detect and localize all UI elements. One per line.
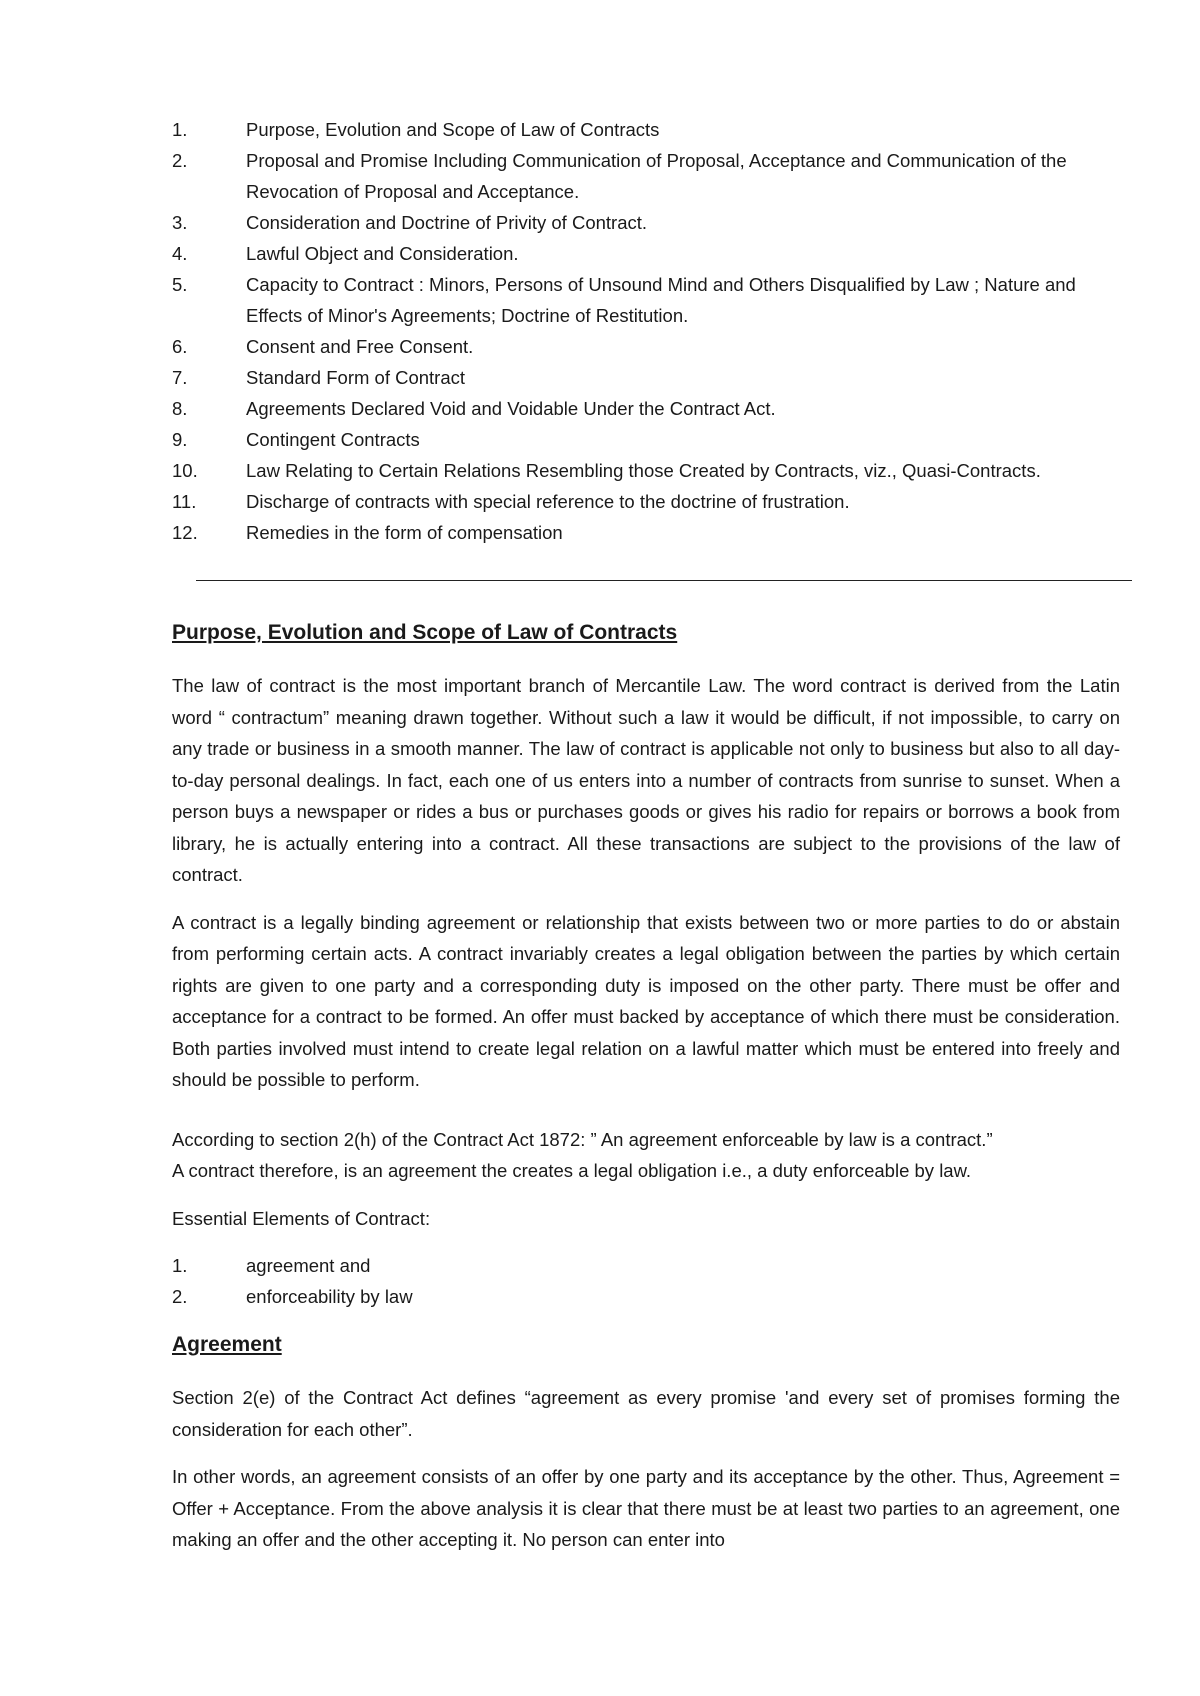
toc-item-text: Lawful Object and Consideration.	[246, 243, 519, 264]
toc-item-text: Proposal and Promise Including Communication of Proposal, Acceptance and Communication of the Revocation of Proposal and Acceptance.	[246, 150, 1067, 202]
toc-item	[172, 114, 1132, 145]
paragraph-section-2e: Section 2(e) of the Contract Act defines “agreement as every promise 'and every set of promises forming the consideration for each other”.	[172, 1387, 1120, 1440]
toc-item	[172, 238, 1132, 269]
section-2h-explanation: A contract therefore, is an agreement the creates a legal obligation i.e., a duty enforceable by law.	[172, 1160, 972, 1181]
toc-item-number: 12.	[172, 522, 198, 543]
toc-item-number: 8.	[172, 398, 188, 419]
toc-item-number: 2.	[172, 150, 188, 171]
toc-item	[172, 145, 1132, 207]
toc-item-text: Remedies in the form of compensation	[246, 522, 563, 543]
essential-elements-list	[172, 1250, 1120, 1312]
paragraph-contract-definition: A contract is a legally binding agreement or relationship that exists between two or more parties to do or abstain from performing certain acts. A contract invariably creates a legal obligation between the parties by which certain rights are given to one party and a corresponding duty is imposed on the other party. There must be offer and acceptance for a contract to be formed. An offer must backed by acceptance of which there must be consideration. Both parties involved must intend to create legal relation on a lawful matter which must be entered into freely and should be possible to perform.	[172, 911, 1120, 1090]
toc-item-text: Consideration and Doctrine of Privity of Contract.	[246, 212, 648, 233]
toc-item	[172, 455, 1132, 486]
toc-item-number: 10.	[172, 460, 198, 481]
toc-item	[172, 362, 1132, 393]
toc-item-number: 3.	[172, 212, 188, 233]
toc-item-number: 5.	[172, 274, 188, 295]
toc-item-text: Consent and Free Consent.	[246, 336, 474, 357]
paragraph-section-2h	[172, 1124, 1120, 1187]
toc-item	[172, 207, 1132, 238]
toc-item-number: 7.	[172, 367, 188, 388]
toc-item-number: 9.	[172, 429, 188, 450]
document-body	[172, 618, 1120, 1572]
essential-elements-label: Essential Elements of Contract:	[172, 1207, 431, 1229]
paragraph-offer-acceptance: In other words, an agreement consists of an offer by one party and its acceptance by the other. Thus, Agreement = Offer + Acceptance. From the above analysis it is clear that there must be at least two parties to an agreement, one making an offer and the other accepting it. No person can enter into	[172, 1466, 1120, 1550]
toc-item-text: Contingent Contracts	[246, 429, 420, 450]
toc-item	[172, 517, 1132, 548]
section-2h-quote: According to section 2(h) of the Contract Act 1872: ” An agreement enforceable by law is a contract.”	[172, 1128, 993, 1150]
list-item	[172, 1250, 1120, 1281]
list-item-number: 2.	[172, 1286, 188, 1307]
toc-item-text: Agreements Declared Void and Voidable Under the Contract Act.	[246, 398, 776, 419]
toc-item	[172, 424, 1132, 455]
toc-item	[172, 269, 1132, 331]
section-heading-purpose: Purpose, Evolution and Scope of Law of Contracts	[172, 621, 678, 644]
toc-item-number: 6.	[172, 336, 188, 357]
toc-item-text: Purpose, Evolution and Scope of Law of Contracts	[246, 119, 660, 140]
list-item-text: agreement and	[246, 1255, 371, 1276]
toc-item	[172, 331, 1132, 362]
spacer	[172, 1112, 1120, 1124]
toc-item	[172, 393, 1132, 424]
toc-item-text: Capacity to Contract : Minors, Persons of Unsound Mind and Others Disqualified by Law ; Nature and Effects of Minor's Agreements; Doctrine of Restitution.	[246, 274, 1076, 326]
toc-item	[172, 486, 1132, 517]
toc-item-number: 11.	[172, 491, 197, 512]
paragraph-law-of-contract: The law of contract is the most important branch of Mercantile Law. The word contract is derived from the Latin word “ contractum” meaning drawn together. Without such a law it would be difficult, if not impossible, to carry on any trade or business in a smooth manner. The law of contract is applicable not only to business but also to all day-to-day personal dealings. In fact, each one of us enters into a number of contracts from sunrise to sunset. When a person buys a newspaper or rides a bus or purchases goods or gives his radio for repairs or borrows a book from library, he is actually entering into a contract. All these transactions are subject to the provisions of the law of contract.	[172, 675, 1120, 885]
section-heading-agreement: Agreement	[172, 1333, 282, 1356]
toc-item-text: Law Relating to Certain Relations Resembling those Created by Contracts, viz., Quasi-Contracts.	[246, 460, 1041, 481]
toc-item-number: 1.	[172, 119, 188, 140]
toc-item-text: Discharge of contracts with special reference to the doctrine of frustration.	[246, 491, 850, 512]
list-item-text: enforceability by law	[246, 1286, 413, 1307]
list-item-number: 1.	[172, 1255, 188, 1276]
toc-item-number: 4.	[172, 243, 188, 264]
horizontal-divider	[196, 580, 1132, 581]
table-of-contents	[172, 114, 1132, 548]
list-item	[172, 1281, 1120, 1312]
toc-item-text: Standard Form of Contract	[246, 367, 466, 388]
